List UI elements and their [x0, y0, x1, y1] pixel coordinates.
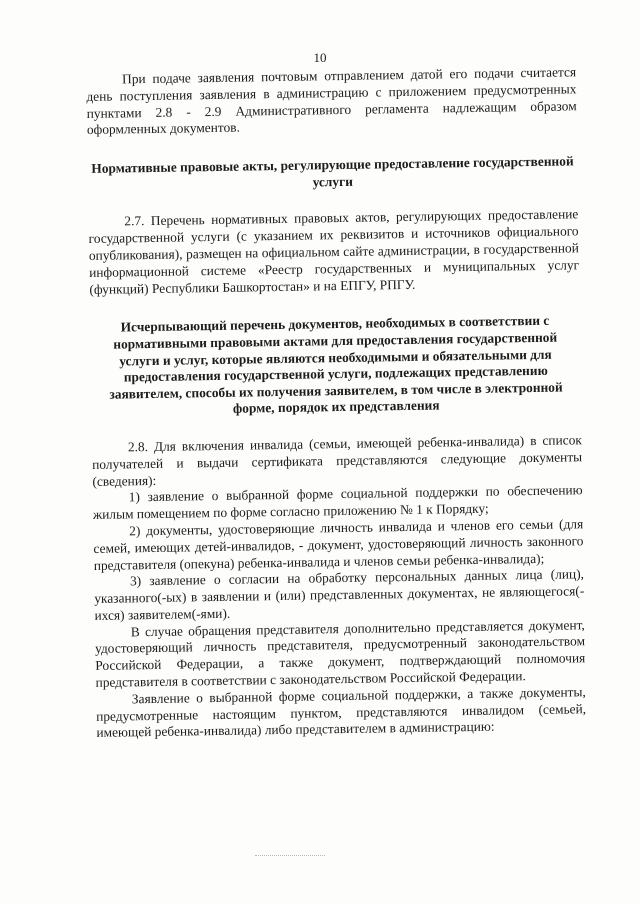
page-body [86, 64, 586, 742]
scan-artifact-line [255, 855, 325, 856]
paragraph-2-8: 2.8. Для включения инвалида (семьи, имеющей ребенка-инвалида) в список получателей и выдачи сертификата представляются следующие документы (сведения): [92, 432, 583, 489]
paragraph-2-7: 2.7. Перечень нормативных правовых актов, регулирующих предоставление государственной услуги (с указанием их реквизитов и источников официального опубликования), размещен на официальном сайте администрации, в государственной информационной системе «Реестр государственных и муниципальных услуг (функций) Республики Башкортостан» и на ЕПГУ, РПГУ. [88, 206, 580, 297]
paragraph-representative: В случае обращения представителя дополнительно представляется документ, удостоверяющий личность представителя, предусмотренный законодательством Российской Федерации, а также документ, подтверждающий полномочия представителя в соответствии с законодательством Российской Федерации. [94, 616, 586, 691]
list-item-1: 1) заявление о выбранной форме социальной поддержки по обеспечению жилым помещением по форме согласно приложению № 1 к Порядку; [92, 482, 583, 523]
heading-exhaustive-list: Исчерпывающий перечень документов, необходимых в соответствии с нормативными правовыми актами для предоставления государственной услуги и услуг, которые являются необходимыми и обязательными для предоставления государственной услуги, подлежащих представлению заявителем, способы их получения заявителем, в том числе в электронной форме, порядок их представления [109, 313, 563, 417]
paragraph-postal-submission: При подаче заявления почтовым отправлением датой его подачи считается день поступления заявления в администрацию с приложением предусмотренных пунктами 2.8 - 2.9 Административного регламента надлежащим образом оформленных документов. [86, 64, 577, 138]
heading-normative-acts: Нормативные правовые акты, регулирующие предоставление государственной услуги [91, 153, 574, 190]
list-item-3: 3) заявление о согласии на обработку персональных данных лица (лиц), указанного(-ых) в заявлении и (или) представленных документах, не являющегося(-ихся) заявителем(-ями). [94, 566, 585, 623]
page-number: 10 [313, 50, 327, 65]
paragraph-application-submission: Заявление о выбранной форме социальной поддержки, а также документы, предусмотренные настоящим пунктом, представляются инвалидом (семьей, имеющей ребенка-инвалида) либо представителем в администрацию: [96, 684, 587, 741]
list-item-2: 2) документы, удостоверяющие личность инвалида и членов его семьи (для семей, имеющих детей-инвалидов, - документ, удостоверяющий личность законного представителя (опекуна) ребенка-инвалида и членов семьи ребенка-инвалида); [93, 516, 584, 573]
